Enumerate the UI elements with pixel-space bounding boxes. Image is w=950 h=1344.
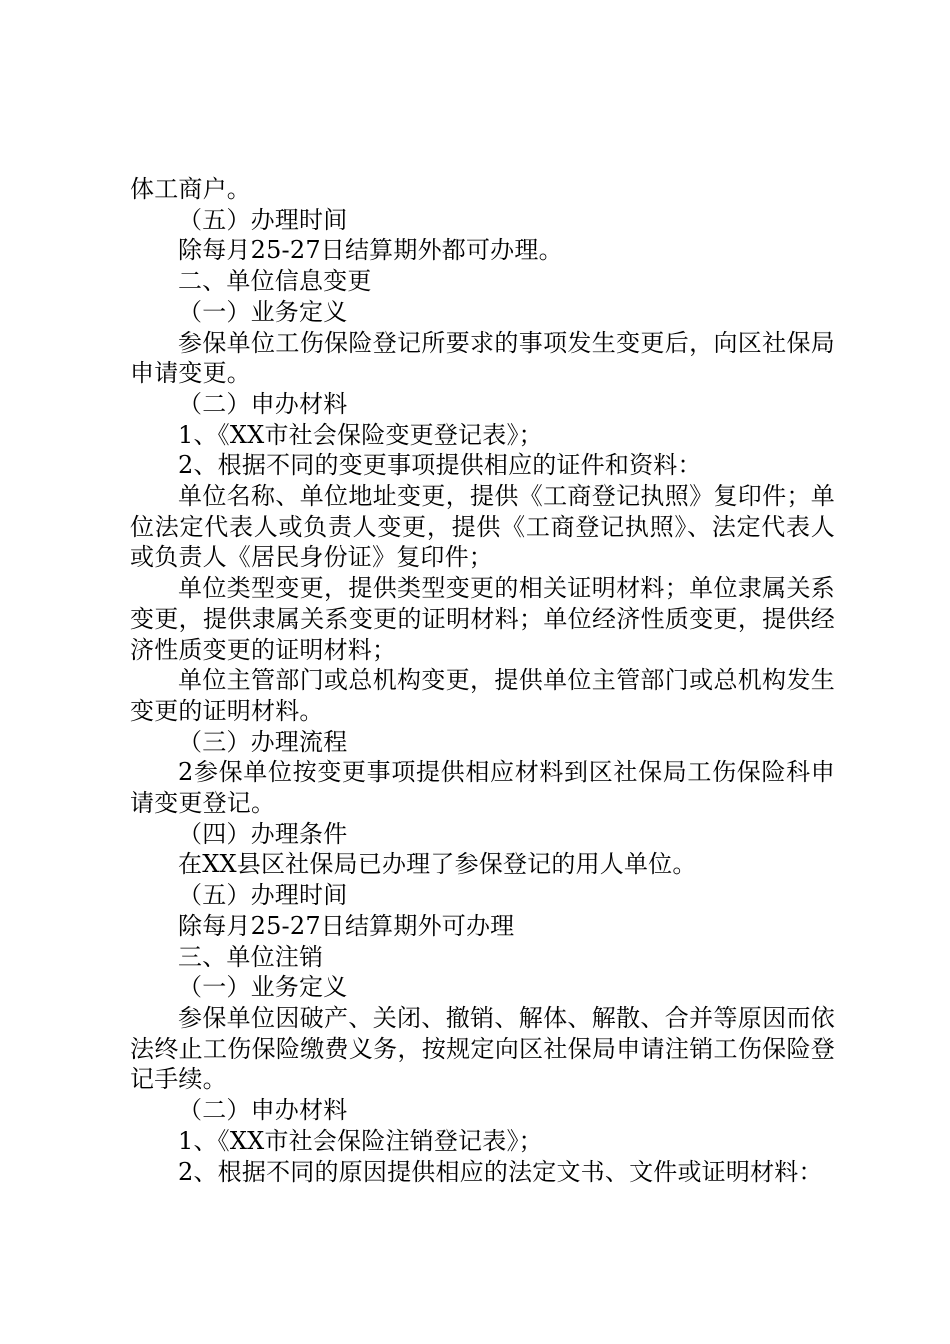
section-heading-handling-time: （五）办理时间: [178, 205, 348, 234]
paragraph: 单位名称、单位地址变更，提供《工商登记执照》复印件；单位法定代表人或负责人变更，提供《工商登记执照》、法定代表人或负责人《居民身份证》复印件；: [130, 482, 835, 572]
section-heading-handling-time: （五）办理时间: [178, 881, 348, 910]
section-heading-conditions: （四）办理条件: [178, 819, 348, 848]
chapter-heading-info-change: 二、单位信息变更: [178, 267, 372, 296]
paragraph: 在XX县区社保局已办理了参保登记的用人单位。: [178, 850, 697, 879]
paragraph: 参保单位因破产、关闭、撤销、解体、解散、合并等原因而依法终止工伤保险缴费义务，按规定向区社保局申请注销工伤保险登记手续。: [130, 1003, 835, 1094]
paragraph: 除每月25-27日结算期外都可办理。: [178, 236, 563, 265]
list-item: 2、根据不同的原因提供相应的法定文书、文件或证明材料：: [178, 1157, 823, 1186]
chapter-heading-deregistration: 三、单位注销: [178, 942, 324, 971]
section-heading-materials: （二）申办材料: [178, 1096, 348, 1125]
section-heading-process: （三）办理流程: [178, 727, 348, 756]
section-heading-definition: （一）业务定义: [178, 297, 348, 326]
section-heading-materials: （二）申办材料: [178, 389, 348, 418]
list-item: 1、《XX市社会保险注销登记表》；: [178, 1126, 543, 1155]
paragraph: 单位类型变更，提供类型变更的相关证明材料；单位隶属关系变更，提供隶属关系变更的证明材料；单位经济性质变更，提供经济性质变更的证明材料；: [130, 574, 835, 664]
section-heading-definition: （一）业务定义: [178, 973, 348, 1002]
paragraph: 除每月25-27日结算期外可办理: [178, 911, 515, 940]
list-item: 2、根据不同的变更事项提供相应的证件和资料：: [178, 451, 702, 480]
paragraph: 单位主管部门或总机构变更，提供单位主管部门或总机构发生变更的证明材料。: [130, 666, 835, 725]
paragraph: 2参保单位按变更事项提供相应材料到区社保局工伤保险科申请变更登记。: [130, 758, 835, 818]
paragraph: 参保单位工伤保险登记所要求的事项发生变更后，向区社保局申请变更。: [130, 328, 835, 388]
paragraph-continuation: 体工商户。: [130, 175, 251, 203]
document-body: [130, 174, 835, 1187]
list-item: 1、《XX市社会保险变更登记表》；: [178, 420, 543, 449]
